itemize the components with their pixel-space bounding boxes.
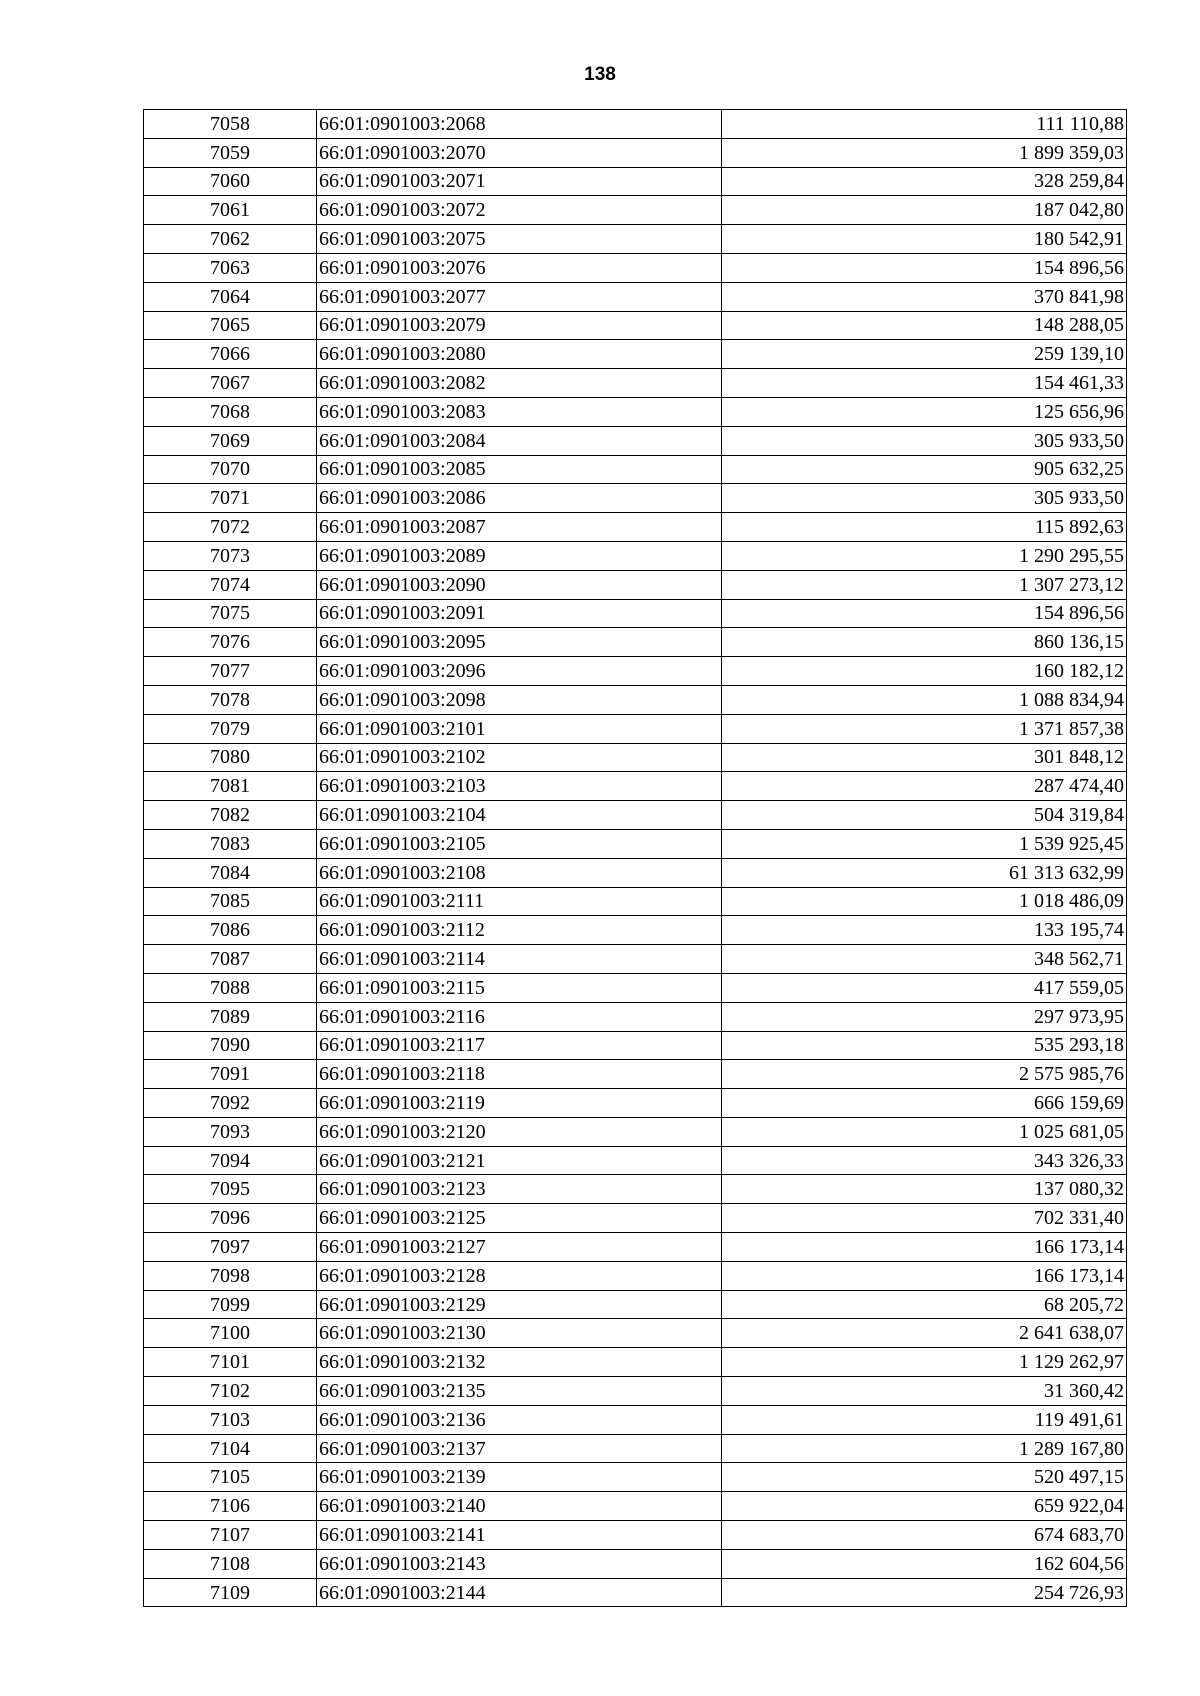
table-row (144, 1521, 1127, 1550)
table-row (144, 1002, 1127, 1031)
row-number-cell: 7071 (144, 484, 317, 513)
table-row (144, 1031, 1127, 1060)
cadastral-value-table (143, 109, 1127, 1607)
cadastral-value-cell: 31 360,42 (722, 1377, 1127, 1406)
table-row (144, 1233, 1127, 1262)
cadastral-number-cell: 66:01:0901003:2080 (317, 340, 722, 369)
table-row (144, 110, 1127, 139)
row-number-cell: 7103 (144, 1405, 317, 1434)
cadastral-value-cell: 417 559,05 (722, 973, 1127, 1002)
cadastral-value-cell: 259 139,10 (722, 340, 1127, 369)
cadastral-value-cell: 254 726,93 (722, 1578, 1127, 1607)
row-number-cell: 7097 (144, 1233, 317, 1262)
cadastral-value-cell: 348 562,71 (722, 945, 1127, 974)
row-number-cell: 7068 (144, 397, 317, 426)
row-number-cell: 7104 (144, 1434, 317, 1463)
cadastral-number-cell: 66:01:0901003:2076 (317, 253, 722, 282)
cadastral-value-cell: 702 331,40 (722, 1204, 1127, 1233)
row-number-cell: 7072 (144, 513, 317, 542)
row-number-cell: 7075 (144, 599, 317, 628)
cadastral-value-cell: 305 933,50 (722, 426, 1127, 455)
row-number-cell: 7082 (144, 801, 317, 830)
cadastral-number-cell: 66:01:0901003:2143 (317, 1549, 722, 1578)
cadastral-value-cell: 148 288,05 (722, 311, 1127, 340)
cadastral-number-cell: 66:01:0901003:2079 (317, 311, 722, 340)
table-row (144, 369, 1127, 398)
row-number-cell: 7085 (144, 887, 317, 916)
cadastral-value-cell: 297 973,95 (722, 1002, 1127, 1031)
table-row (144, 541, 1127, 570)
cadastral-value-cell: 1 371 857,38 (722, 714, 1127, 743)
row-number-cell: 7095 (144, 1175, 317, 1204)
table-row (144, 253, 1127, 282)
row-number-cell: 7102 (144, 1377, 317, 1406)
cadastral-number-cell: 66:01:0901003:2089 (317, 541, 722, 570)
cadastral-value-cell: 370 841,98 (722, 282, 1127, 311)
cadastral-value-cell: 287 474,40 (722, 772, 1127, 801)
table-row (144, 916, 1127, 945)
table-row (144, 513, 1127, 542)
table-row (144, 1405, 1127, 1434)
table-row (144, 1319, 1127, 1348)
cadastral-value-cell: 1 088 834,94 (722, 685, 1127, 714)
table-row (144, 1290, 1127, 1319)
cadastral-number-cell: 66:01:0901003:2127 (317, 1233, 722, 1262)
cadastral-value-cell: 1 290 295,55 (722, 541, 1127, 570)
cadastral-number-cell: 66:01:0901003:2130 (317, 1319, 722, 1348)
table-row (144, 1463, 1127, 1492)
row-number-cell: 7094 (144, 1146, 317, 1175)
cadastral-number-cell: 66:01:0901003:2103 (317, 772, 722, 801)
page-number: 138 (584, 64, 616, 85)
cadastral-value-cell: 2 641 638,07 (722, 1319, 1127, 1348)
cadastral-number-cell: 66:01:0901003:2068 (317, 110, 722, 139)
cadastral-value-cell: 160 182,12 (722, 657, 1127, 686)
cadastral-number-cell: 66:01:0901003:2136 (317, 1405, 722, 1434)
cadastral-value-cell: 2 575 985,76 (722, 1060, 1127, 1089)
row-number-cell: 7064 (144, 282, 317, 311)
cadastral-value-cell: 343 326,33 (722, 1146, 1127, 1175)
table-row (144, 570, 1127, 599)
row-number-cell: 7090 (144, 1031, 317, 1060)
row-number-cell: 7081 (144, 772, 317, 801)
cadastral-value-cell: 1 539 925,45 (722, 829, 1127, 858)
row-number-cell: 7092 (144, 1089, 317, 1118)
row-number-cell: 7100 (144, 1319, 317, 1348)
cadastral-number-cell: 66:01:0901003:2071 (317, 167, 722, 196)
table-row (144, 743, 1127, 772)
table-row (144, 858, 1127, 887)
row-number-cell: 7101 (144, 1348, 317, 1377)
cadastral-number-cell: 66:01:0901003:2090 (317, 570, 722, 599)
table-row (144, 1175, 1127, 1204)
cadastral-number-cell: 66:01:0901003:2115 (317, 973, 722, 1002)
cadastral-value-cell: 666 159,69 (722, 1089, 1127, 1118)
row-number-cell: 7109 (144, 1578, 317, 1607)
row-number-cell: 7067 (144, 369, 317, 398)
cadastral-value-cell: 137 080,32 (722, 1175, 1127, 1204)
table-row (144, 138, 1127, 167)
cadastral-value-cell: 905 632,25 (722, 455, 1127, 484)
table-row (144, 1578, 1127, 1607)
cadastral-number-cell: 66:01:0901003:2083 (317, 397, 722, 426)
table-row (144, 1060, 1127, 1089)
cadastral-number-cell: 66:01:0901003:2084 (317, 426, 722, 455)
cadastral-number-cell: 66:01:0901003:2098 (317, 685, 722, 714)
cadastral-value-cell: 1 307 273,12 (722, 570, 1127, 599)
cadastral-value-cell: 133 195,74 (722, 916, 1127, 945)
table-row (144, 685, 1127, 714)
row-number-cell: 7089 (144, 1002, 317, 1031)
cadastral-value-cell: 166 173,14 (722, 1261, 1127, 1290)
cadastral-value-cell: 674 683,70 (722, 1521, 1127, 1550)
row-number-cell: 7059 (144, 138, 317, 167)
cadastral-value-cell: 659 922,04 (722, 1492, 1127, 1521)
row-number-cell: 7098 (144, 1261, 317, 1290)
cadastral-number-cell: 66:01:0901003:2129 (317, 1290, 722, 1319)
cadastral-value-cell: 125 656,96 (722, 397, 1127, 426)
cadastral-value-cell: 154 896,56 (722, 253, 1127, 282)
table-row (144, 484, 1127, 513)
cadastral-number-cell: 66:01:0901003:2121 (317, 1146, 722, 1175)
cadastral-number-cell: 66:01:0901003:2070 (317, 138, 722, 167)
table-row (144, 657, 1127, 686)
table-row (144, 1549, 1127, 1578)
cadastral-value-cell: 535 293,18 (722, 1031, 1127, 1060)
cadastral-value-cell: 187 042,80 (722, 196, 1127, 225)
cadastral-value-cell: 61 313 632,99 (722, 858, 1127, 887)
table-row (144, 340, 1127, 369)
row-number-cell: 7105 (144, 1463, 317, 1492)
cadastral-number-cell: 66:01:0901003:2077 (317, 282, 722, 311)
table-row (144, 311, 1127, 340)
row-number-cell: 7074 (144, 570, 317, 599)
cadastral-number-cell: 66:01:0901003:2102 (317, 743, 722, 772)
cadastral-number-cell: 66:01:0901003:2117 (317, 1031, 722, 1060)
row-number-cell: 7077 (144, 657, 317, 686)
row-number-cell: 7087 (144, 945, 317, 974)
cadastral-number-cell: 66:01:0901003:2096 (317, 657, 722, 686)
cadastral-number-cell: 66:01:0901003:2086 (317, 484, 722, 513)
row-number-cell: 7080 (144, 743, 317, 772)
cadastral-number-cell: 66:01:0901003:2141 (317, 1521, 722, 1550)
cadastral-number-cell: 66:01:0901003:2111 (317, 887, 722, 916)
row-number-cell: 7083 (144, 829, 317, 858)
cadastral-value-cell: 180 542,91 (722, 225, 1127, 254)
table-row (144, 1117, 1127, 1146)
table-row (144, 1377, 1127, 1406)
table-row (144, 426, 1127, 455)
row-number-cell: 7108 (144, 1549, 317, 1578)
table-row (144, 887, 1127, 916)
table-row (144, 397, 1127, 426)
row-number-cell: 7078 (144, 685, 317, 714)
row-number-cell: 7088 (144, 973, 317, 1002)
cadastral-value-cell: 305 933,50 (722, 484, 1127, 513)
table-row (144, 1146, 1127, 1175)
cadastral-number-cell: 66:01:0901003:2137 (317, 1434, 722, 1463)
cadastral-number-cell: 66:01:0901003:2101 (317, 714, 722, 743)
cadastral-number-cell: 66:01:0901003:2075 (317, 225, 722, 254)
cadastral-value-cell: 68 205,72 (722, 1290, 1127, 1319)
cadastral-number-cell: 66:01:0901003:2082 (317, 369, 722, 398)
table-row (144, 829, 1127, 858)
cadastral-number-cell: 66:01:0901003:2095 (317, 628, 722, 657)
cadastral-value-cell: 162 604,56 (722, 1549, 1127, 1578)
row-number-cell: 7099 (144, 1290, 317, 1319)
cadastral-number-cell: 66:01:0901003:2105 (317, 829, 722, 858)
row-number-cell: 7069 (144, 426, 317, 455)
cadastral-value-cell: 1 289 167,80 (722, 1434, 1127, 1463)
cadastral-value-cell: 328 259,84 (722, 167, 1127, 196)
row-number-cell: 7107 (144, 1521, 317, 1550)
cadastral-number-cell: 66:01:0901003:2144 (317, 1578, 722, 1607)
table-row (144, 455, 1127, 484)
cadastral-number-cell: 66:01:0901003:2128 (317, 1261, 722, 1290)
table-row (144, 628, 1127, 657)
row-number-cell: 7079 (144, 714, 317, 743)
cadastral-number-cell: 66:01:0901003:2139 (317, 1463, 722, 1492)
table-row (144, 714, 1127, 743)
cadastral-value-cell: 520 497,15 (722, 1463, 1127, 1492)
row-number-cell: 7086 (144, 916, 317, 945)
row-number-cell: 7096 (144, 1204, 317, 1233)
cadastral-number-cell: 66:01:0901003:2118 (317, 1060, 722, 1089)
cadastral-number-cell: 66:01:0901003:2120 (317, 1117, 722, 1146)
table-row (144, 973, 1127, 1002)
table-row (144, 1348, 1127, 1377)
cadastral-number-cell: 66:01:0901003:2091 (317, 599, 722, 628)
cadastral-number-cell: 66:01:0901003:2114 (317, 945, 722, 974)
row-number-cell: 7076 (144, 628, 317, 657)
cadastral-value-cell: 111 110,88 (722, 110, 1127, 139)
cadastral-value-cell: 1 025 681,05 (722, 1117, 1127, 1146)
table-row (144, 599, 1127, 628)
cadastral-number-cell: 66:01:0901003:2085 (317, 455, 722, 484)
cadastral-number-cell: 66:01:0901003:2104 (317, 801, 722, 830)
row-number-cell: 7060 (144, 167, 317, 196)
cadastral-number-cell: 66:01:0901003:2132 (317, 1348, 722, 1377)
row-number-cell: 7063 (144, 253, 317, 282)
row-number-cell: 7061 (144, 196, 317, 225)
row-number-cell: 7084 (144, 858, 317, 887)
cadastral-value-cell: 504 319,84 (722, 801, 1127, 830)
cadastral-number-cell: 66:01:0901003:2072 (317, 196, 722, 225)
table-row (144, 1261, 1127, 1290)
cadastral-number-cell: 66:01:0901003:2140 (317, 1492, 722, 1521)
table-row (144, 1204, 1127, 1233)
cadastral-number-cell: 66:01:0901003:2087 (317, 513, 722, 542)
cadastral-value-cell: 154 896,56 (722, 599, 1127, 628)
table-row (144, 1434, 1127, 1463)
row-number-cell: 7091 (144, 1060, 317, 1089)
cadastral-value-cell: 301 848,12 (722, 743, 1127, 772)
table-body (144, 110, 1127, 1607)
row-number-cell: 7073 (144, 541, 317, 570)
cadastral-value-cell: 115 892,63 (722, 513, 1127, 542)
cadastral-number-cell: 66:01:0901003:2112 (317, 916, 722, 945)
table-row (144, 945, 1127, 974)
table-row (144, 282, 1127, 311)
cadastral-number-cell: 66:01:0901003:2119 (317, 1089, 722, 1118)
cadastral-value-cell: 860 136,15 (722, 628, 1127, 657)
cadastral-value-cell: 1 899 359,03 (722, 138, 1127, 167)
table-row (144, 196, 1127, 225)
row-number-cell: 7106 (144, 1492, 317, 1521)
table-row (144, 167, 1127, 196)
table-row (144, 225, 1127, 254)
table-row (144, 1089, 1127, 1118)
row-number-cell: 7062 (144, 225, 317, 254)
row-number-cell: 7058 (144, 110, 317, 139)
cadastral-value-cell: 166 173,14 (722, 1233, 1127, 1262)
row-number-cell: 7070 (144, 455, 317, 484)
row-number-cell: 7093 (144, 1117, 317, 1146)
table-row (144, 772, 1127, 801)
cadastral-value-cell: 154 461,33 (722, 369, 1127, 398)
cadastral-number-cell: 66:01:0901003:2123 (317, 1175, 722, 1204)
cadastral-value-cell: 1 018 486,09 (722, 887, 1127, 916)
cadastral-value-cell: 1 129 262,97 (722, 1348, 1127, 1377)
row-number-cell: 7065 (144, 311, 317, 340)
table-row (144, 801, 1127, 830)
row-number-cell: 7066 (144, 340, 317, 369)
cadastral-value-cell: 119 491,61 (722, 1405, 1127, 1434)
cadastral-number-cell: 66:01:0901003:2116 (317, 1002, 722, 1031)
cadastral-number-cell: 66:01:0901003:2108 (317, 858, 722, 887)
cadastral-number-cell: 66:01:0901003:2125 (317, 1204, 722, 1233)
table-row (144, 1492, 1127, 1521)
cadastral-number-cell: 66:01:0901003:2135 (317, 1377, 722, 1406)
